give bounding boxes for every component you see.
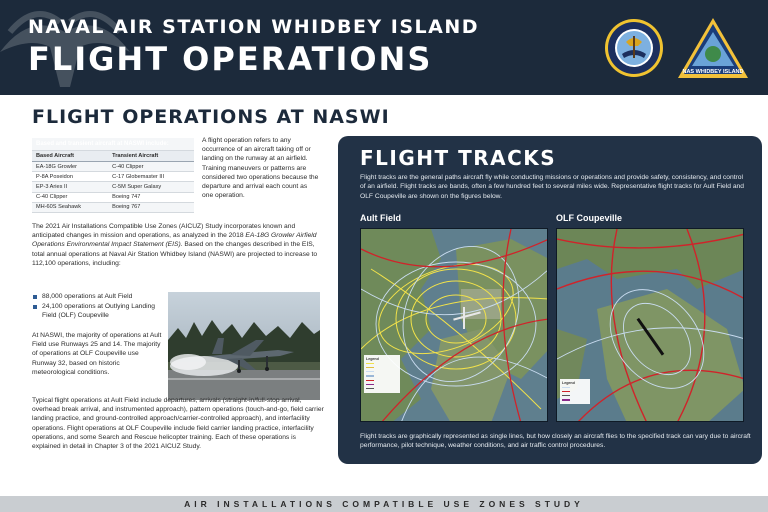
intro-paragraph: A flight operation refers to any occurrence of an aircraft taking off or landing on the runway at an airfield. Training maneuvers or patterns are considered two operations because the departure and arrival each count as one operation. — [202, 137, 319, 200]
badge-text: NAS WHIDBEY ISLAND — [682, 69, 744, 75]
map-legend: Legend — [560, 379, 590, 404]
list-item: 24,100 operations at Outlying Landing Field (OLF) Coupeville — [32, 302, 162, 320]
nas-whidbey-badge-icon — [676, 16, 750, 80]
table-cell: P-8A Poseidon — [32, 172, 108, 182]
ault-field-map — [360, 228, 548, 422]
ault-field-label: Ault Field — [360, 213, 401, 223]
aicuz-text-start: The 2021 Air Installations Compatible Use Zones (AICUZ) Study incorporates known and anticipated changes in mission and operations, as analyzed in the 2018 — [32, 223, 296, 240]
table-header: Based Aircraft — [32, 151, 108, 162]
aircraft-table — [32, 138, 194, 213]
table-row — [32, 162, 194, 172]
jet-takeoff-image — [168, 292, 320, 400]
list-item: 88,000 operations at Ault Field — [32, 292, 162, 301]
navy-seal-icon — [604, 18, 664, 78]
flight-tracks-panel — [338, 136, 762, 464]
header-title: FLIGHT OPERATIONS — [28, 40, 433, 78]
aicuz-text-end: Based on the changes described in the EIS, total annual operations at Naval Air Station Whidbey Island (NASWI) are projected to increase to 112,100 operations, including: — [32, 241, 318, 267]
aicuz-paragraph — [32, 222, 322, 268]
table-row — [32, 202, 194, 212]
olf-coupeville-map — [556, 228, 744, 422]
page-footer: AIR INSTALLATIONS COMPATIBLE USE ZONES STUDY — [0, 496, 768, 512]
section-title: FLIGHT OPERATIONS AT NASWI — [32, 106, 390, 128]
table-cell: C-40 Clipper — [108, 162, 194, 172]
olf-coupeville-label: OLF Coupeville — [556, 213, 623, 223]
table-cell: C-17 Globemaster III — [108, 172, 194, 182]
table-row — [32, 182, 194, 192]
table-caption: Based and transient aircraft at NASWI include: — [32, 138, 194, 151]
typical-operations-paragraph: Typical flight operations at Ault Field include departures, arrivals (straight-in/full-stop arrival, overhead break arrival, and instrumented approach), pattern operations (touch-and-go, field carrier landing practice, and ground-controlled approach/carrier-controlled approach), and interfacility operations. Flight operations at OLF Coupeville include field carrier landing practice, interfacility operations, and some Search and Rescue helicopter training. Each of these operations is explained in detail in Chapter 3 of the 2021 AICUZ Study. — [32, 397, 324, 451]
table-cell: EP-3 Aries II — [32, 182, 108, 192]
table-row — [32, 192, 194, 202]
operations-list — [32, 292, 162, 322]
table-row — [32, 172, 194, 182]
ault-field-tracks-image — [361, 229, 548, 422]
eis-title: EA-18G Growler Airfield Operations Environmental Impact Statement (EIS). — [32, 232, 317, 249]
panel-footnote: Flight tracks are graphically represented as single lines, but how closely an aircraft flies to the specified track can vary due to aircraft performance, pilot technique, weather conditions, and air traffic control procedures. — [360, 433, 751, 450]
runways-paragraph: At NASWI, the majority of operations at Ault Field use Runways 25 and 14. The majority of operations at OLF Coupeville use Runway 32, based on historic meteorological conditions. — [32, 332, 162, 376]
panel-title: FLIGHT TRACKS — [360, 146, 557, 170]
header-subtitle: NAVAL AIR STATION WHIDBEY ISLAND — [28, 16, 480, 38]
map-legend: Legend — [364, 355, 400, 393]
table-cell: C-40 Clipper — [32, 192, 108, 202]
page-header — [0, 0, 768, 95]
table-header: Transient Aircraft — [108, 151, 194, 162]
table-cell: MH-60S Seahawk — [32, 202, 108, 212]
table-cell: Boeing 747 — [108, 192, 194, 202]
growler-photo — [168, 292, 320, 400]
table-cell: EA-18G Growler — [32, 162, 108, 172]
table-cell: Boeing 767 — [108, 202, 194, 212]
panel-description: Flight tracks are the general paths aircraft fly while conducting missions or operations and provide safety, consistency, and control of an airfield. Flight tracks are bands, often a few hundred feet to several miles wide. Representative flight tracks for Ault Field and OLF Coupeville are shown on the figures below. — [360, 174, 744, 200]
table-cell: C-5M Super Galaxy — [108, 182, 194, 192]
